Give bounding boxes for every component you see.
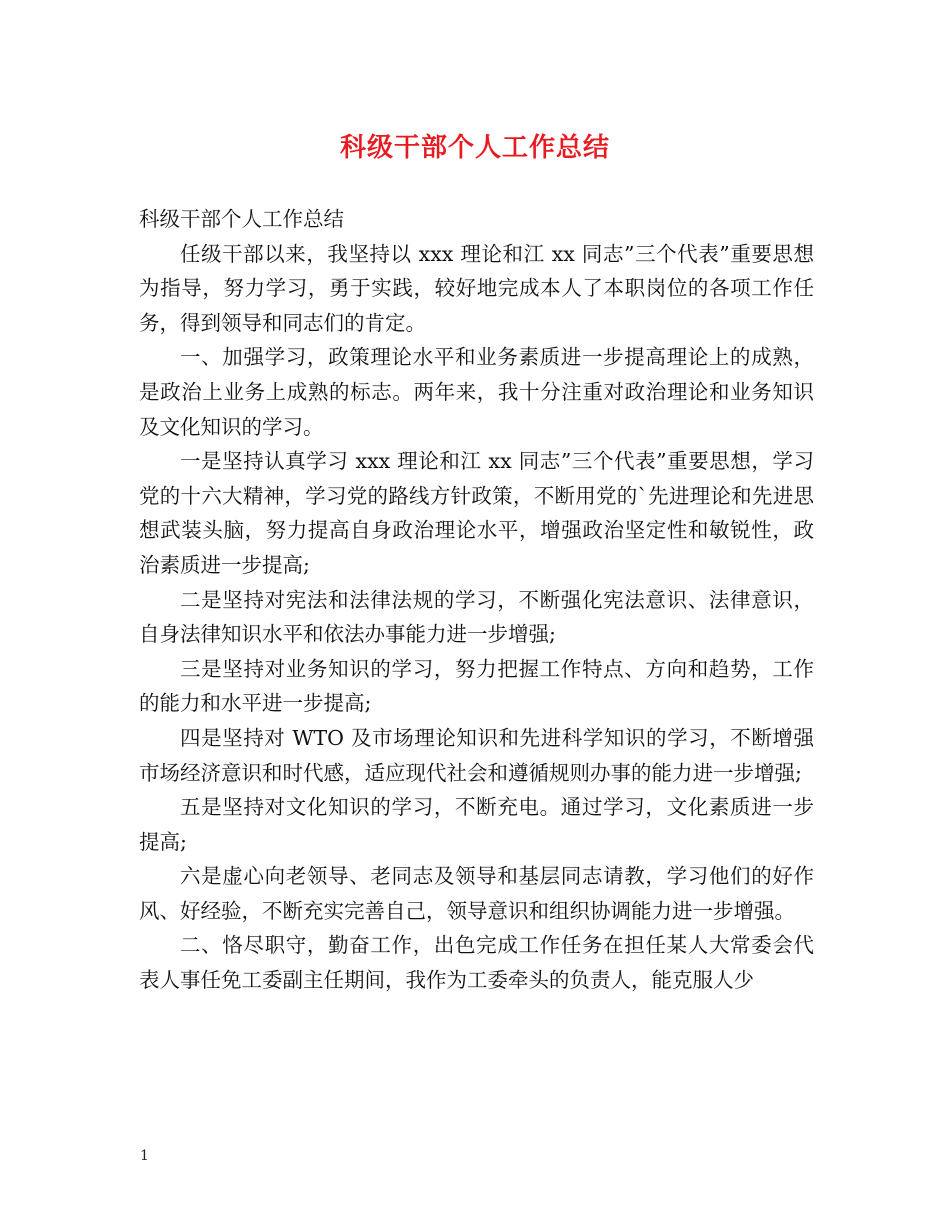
paragraph-item-4: 四是坚持对 WTO 及市场理论知识和先进科学知识的学习，不断增强市场经济意识和时代感，适应现代社会和遵循规则办事的能力进一步增强;	[139, 725, 814, 785]
document-body	[139, 202, 814, 998]
page-number: 1	[140, 1148, 149, 1164]
paragraph-item-6: 六是虚心向老领导、老同志及领导和基层同志请教，学习他们的好作风、好经验，不断充实完善自己，领导意识和组织协调能力进一步增强。	[139, 864, 814, 923]
document-title: 科级干部个人工作总结	[339, 133, 610, 163]
paragraph-section-2: 二、恪尽职守，勤奋工作，出色完成工作任务在担任某人大常委会代表人事任免工委副主任期间，我作为工委牵头的负责人，能克服人少	[139, 933, 814, 993]
document-subtitle: 科级干部个人工作总结	[139, 207, 344, 231]
paragraph-intro: 任级干部以来，我坚持以 xxx 理论和江 xx 同志”三个代表”重要思想为指导，努力学习，勇于实践，较好地完成本人了本职岗位的各项工作任务，得到领导和同志们的肯定。	[139, 241, 814, 335]
paragraph-item-3: 三是坚持对业务知识的学习，努力把握工作特点、方向和趋势，工作的能力和水平进一步提高;	[139, 656, 814, 716]
paragraph-item-1: 一是坚持认真学习 xxx 理论和江 xx 同志”三个代表”重要思想，学习党的十六大精神，学习党的路线方针政策，不断用党的`先进理论和先进思想武装头脑，努力提高自身政治理论水平，增强政治坚定性和敏锐性，政治素质进一步提高;	[139, 449, 814, 577]
paragraph-section-1: 一、加强学习，政策理论水平和业务素质进一步提高理论上的成熟，是政治上业务上成熟的标志。两年来，我十分注重对政治理论和业务知识及文化知识的学习。	[139, 345, 814, 439]
paragraph-item-2: 二是坚持对宪法和法律法规的学习，不断强化宪法意识、法律意识，自身法律知识水平和依法办事能力进一步增强;	[139, 587, 814, 647]
paragraph-item-5: 五是坚持对文化知识的学习，不断充电。通过学习，文化素质进一步提高;	[139, 795, 814, 854]
